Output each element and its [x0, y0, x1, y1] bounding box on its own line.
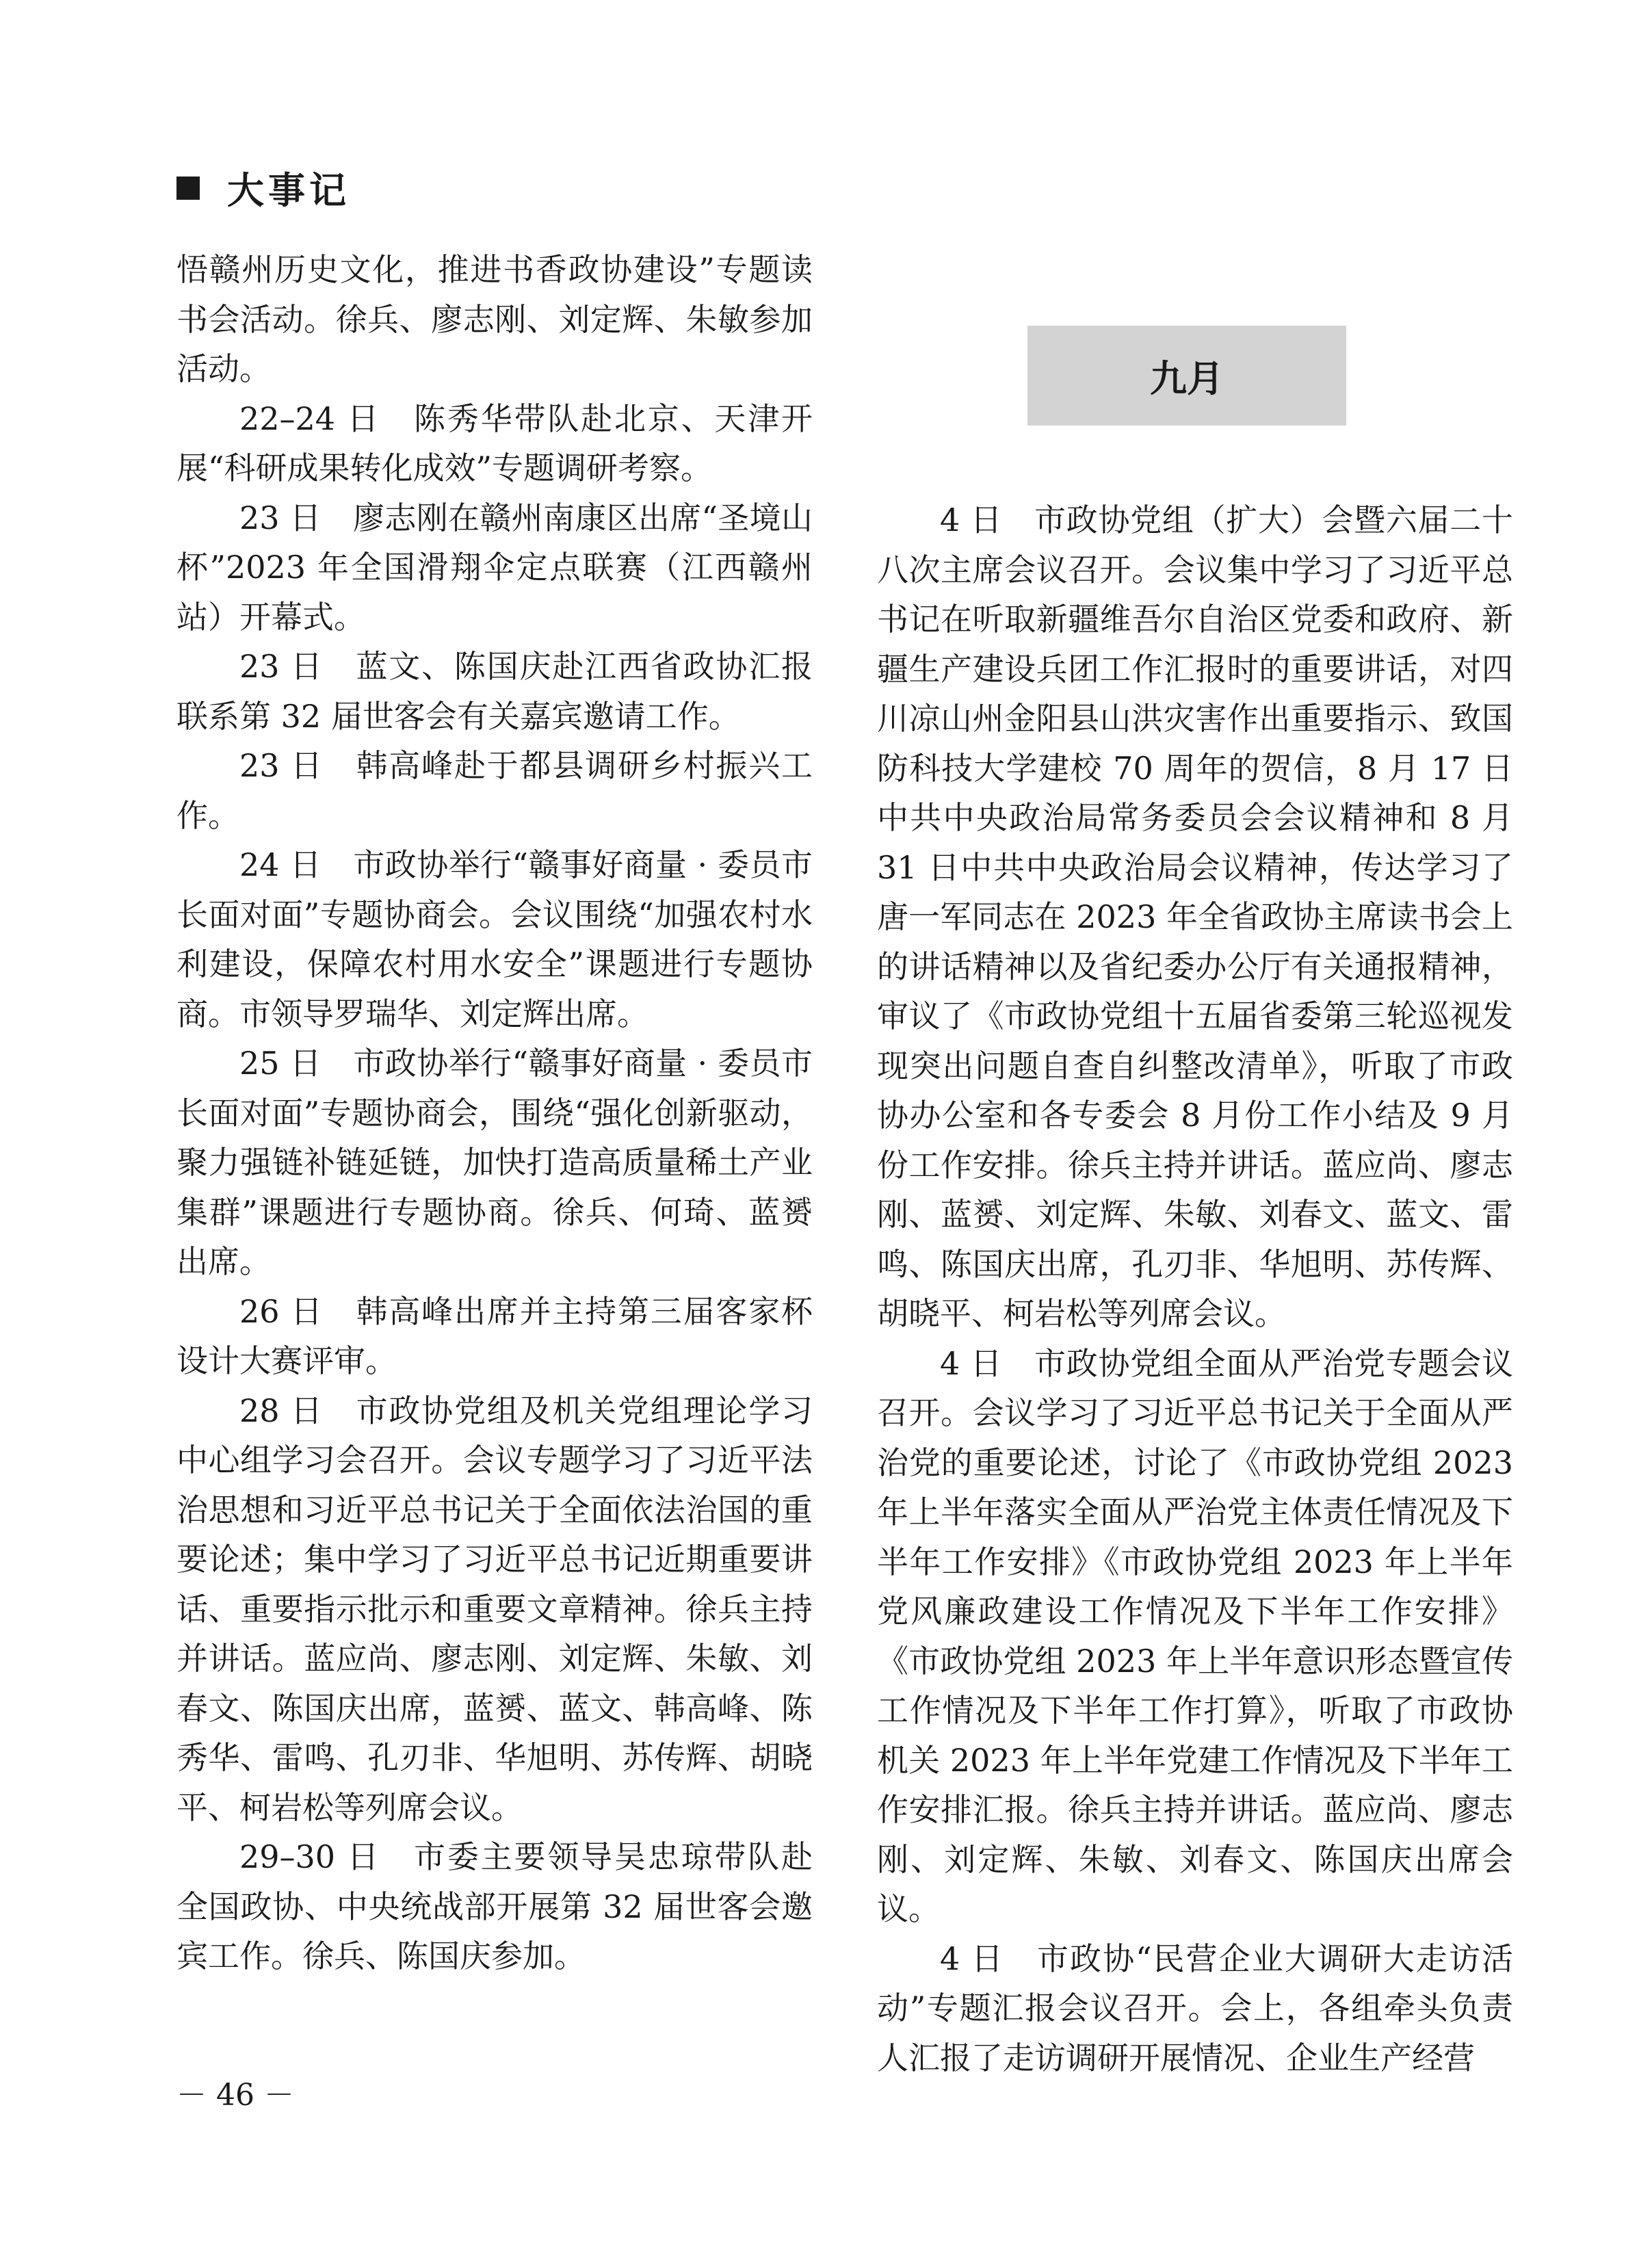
left-paragraph-6: 25 日 市政协举行“赣事好商量 · 委员市长面对面”专题协商会，围绕“强化创新驱动，聚力强链补链延链，加快打造高质量稀土产业集群”课题进行专题协商。徐兵、何琦、蓝赟出席。: [176, 1045, 813, 1280]
left-paragraph-5: 24 日 市政协举行“赣事好商量 · 委员市长面对面”专题协商会。会议围绕“加强农村水利建设，保障农村用水安全”课题进行专题协商。市领导罗瑞华、刘定辉出席。: [176, 846, 813, 1032]
month-heading: 九月: [1150, 356, 1224, 400]
left-column: [176, 245, 813, 1981]
month-heading-box: [1027, 326, 1346, 426]
left-paragraph-7: 26 日 韩高峰出席并主持第三届客家杯设计大赛评审。: [176, 1292, 813, 1379]
left-paragraph-3: 23 日 蓝文、陈国庆赴江西省政协汇报联系第 32 届世客会有关嘉宾邀请工作。: [176, 648, 813, 735]
square-bullet-icon: [176, 177, 200, 200]
left-paragraph-2: 23 日 廖志刚在赣州南康区出席“圣境山杯”2023 年全国滑翔伞定点联赛（江西赣州站）开幕式。: [176, 499, 813, 636]
right-paragraph-2: 4 日 市政协“民营企业大调研大走访活动”专题汇报会议召开。会上，各组牵头负责人汇报了走访调研开展情况、企业生产经营: [877, 1940, 1513, 2076]
left-paragraph-8: 28 日 市政协党组及机关党组理论学习中心组学习会召开。会议专题学习了习近平法治思想和习近平总书记关于全面依法治国的重要论述；集中学习了习近平总书记近期重要讲话、重要指示批示和重要文章精神。徐兵主持并讲话。蓝应尚、廖志刚、刘定辉、朱敏、刘春文、陈国庆出席，蓝赟、蓝文、韩高峰、陈秀华、雷鸣、孔刃非、华旭明、苏传辉、胡晓平、柯岩松等列席会议。: [176, 1392, 813, 1826]
section-header: [176, 161, 350, 214]
right-paragraph-0: 4 日 市政协党组（扩大）会暨六届二十八次主席会议召开。会议集中学习了习近平总书记在听取新疆维吾尔自治区党委和政府、新疆生产建设兵团工作汇报时的重要讲话，对四川凉山州金阳县山洪灾害作出重要指示、致国防科技大学建校 70 周年的贺信，8 月 17 日中共中央政治局常务委员会会议精神和 8 月 31 日中共中央政治局会议精神，传达学习了唐一军同志在 2023 年全省政协主席读书会上的讲话精神以及省纪委办公厅有关通报精神，审议了《市政协党组十五届省委第三轮巡视发现突出问题自查自纠整改清单》，听取了市政协办公室和各专委会 8 月份工作小结及 9 月份工作安排。徐兵主持并讲话。蓝应尚、廖志刚、蓝赟、刘定辉、朱敏、刘春文、蓝文、雷鸣、陈国庆出席，孔刃非、华旭明、苏传辉、胡晓平、柯岩松等列席会议。: [877, 501, 1513, 1332]
left-paragraph-9: 29–30 日 市委主要领导吴忠琼带队赴全国政协、中央统战部开展第 32 届世客会邀宾工作。徐兵、陈国庆参加。: [176, 1838, 813, 1974]
right-column: [877, 495, 1513, 2083]
right-paragraph-1: 4 日 市政协党组全面从严治党专题会议召开。会议学习了习近平总书记关于全面从严治党的重要论述，讨论了《市政协党组 2023 年上半年落实全面从严治党主体责任情况及下半年工作安排》《市政协党组 2023 年上半年党风廉政建设工作情况及下半年工作安排》《市政协党组 2023 年上半年意识形态暨宣传工作情况及下半年工作打算》，听取了市政协机关 2023 年上半年党建工作情况及下半年工作安排汇报。徐兵主持并讲话。蓝应尚、廖志刚、刘定辉、朱敏、刘春文、陈国庆出席会议。: [877, 1344, 1513, 1927]
left-paragraph-1: 22–24 日 陈秀华带队赴北京、天津开展“科研成果转化成效”专题调研考察。: [176, 400, 813, 486]
page-number: － 46 －: [176, 2078, 294, 2113]
section-title: 大事记: [227, 169, 350, 212]
left-paragraph-4: 23 日 韩高峰赴于都县调研乡村振兴工作。: [176, 747, 813, 834]
left-paragraph-0: 悟赣州历史文化，推进书香政协建设”专题读书会活动。徐兵、廖志刚、刘定辉、朱敏参加活动。: [176, 251, 813, 387]
